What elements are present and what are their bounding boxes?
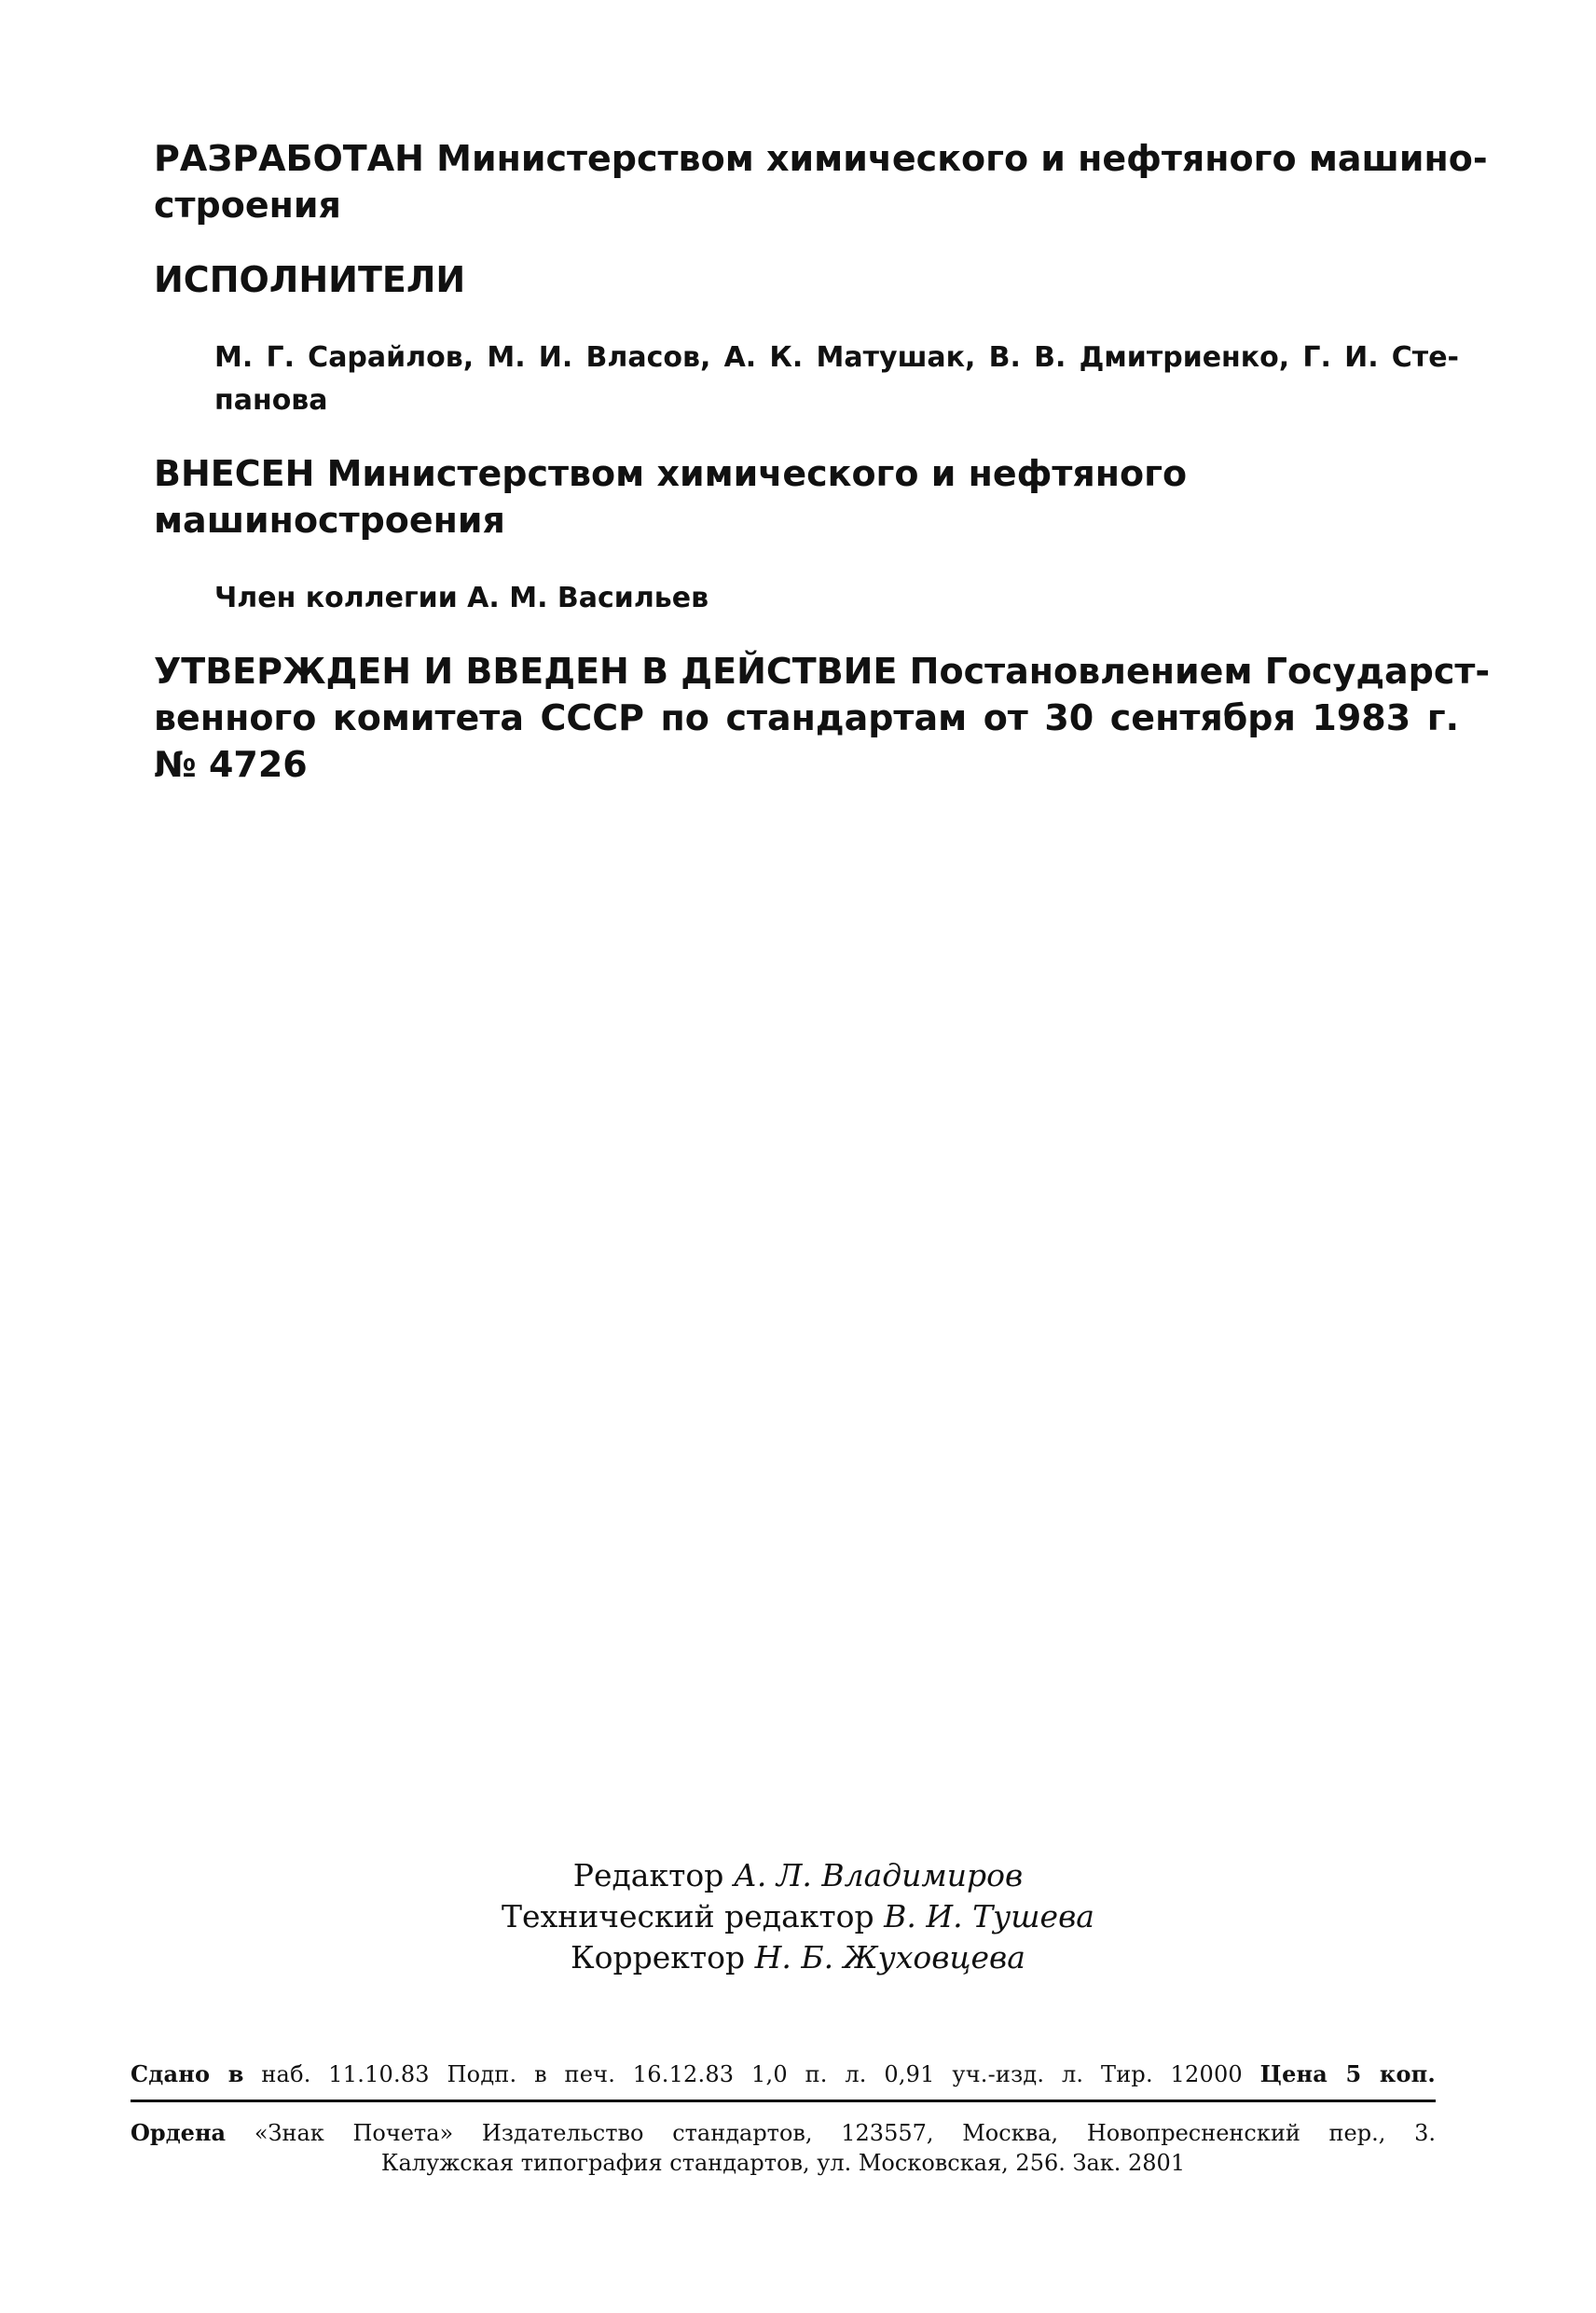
credits-block (154, 135, 1491, 788)
tech-editor-line (0, 1896, 1596, 1937)
approved-paragraph (154, 648, 1491, 788)
executors-list (214, 337, 1459, 422)
publisher-lead: Ордена (131, 2119, 227, 2146)
print-info-line (131, 2060, 1436, 2088)
developed-line-1 (154, 135, 1488, 182)
print-info-text: наб. 11.10.83 Подп. в печ. 16.12.83 1,0 п. л. 0,91 уч.-изд. л. Тир. 12000 (261, 2061, 1243, 2087)
corrector-line (0, 1937, 1596, 1978)
introduced-lead: ВНЕСЕН (154, 453, 315, 494)
developed-line-2: строения (154, 185, 341, 226)
tech-editor-name: В. И. Тушева (884, 1898, 1094, 1934)
print-info-lead: Сдано в (131, 2060, 244, 2087)
board-member: Член коллегии А. М. Васильев (214, 582, 709, 614)
executors-line-1: М. Г. Сарайлов, М. И. Власов, А. К. Матушак, В. В. Дмитриенко, Г. И. Сте- (214, 341, 1459, 374)
corrector-name: Н. Б. Жуховцева (754, 1939, 1025, 1976)
tech-editor-role: Технический редактор (502, 1898, 874, 1934)
approved-line-2: венного комитета СССР по стандартам от 30 сентября 1983 г. (154, 697, 1459, 738)
introduced-line (154, 450, 1459, 544)
executors-heading: ИСПОЛНИТЕЛИ (154, 259, 466, 300)
printing-house-line: Калужская типография стандартов, ул. Московская, 256. Зак. 2801 (380, 2150, 1186, 2176)
developed-paragraph (154, 135, 1488, 228)
developed-text: Министерством химического и нефтяного машино- (436, 138, 1488, 179)
introduced-paragraph (154, 450, 1459, 544)
executors-line-2: панова (214, 384, 328, 417)
publisher-text: «Знак Почета» Издательство стандартов, 123557, Москва, Новопресненский пер., 3. (254, 2120, 1436, 2146)
editors-block (0, 1855, 1596, 1978)
corrector-role: Корректор (571, 1939, 746, 1976)
editor-role: Редактор (572, 1857, 724, 1893)
approved-text: Постановлением Государст- (909, 651, 1491, 692)
publisher-line (131, 2119, 1436, 2147)
imprint-divider (131, 2100, 1436, 2102)
approved-line-1 (154, 648, 1491, 695)
approved-line-3: № 4726 (154, 744, 308, 785)
introduced-text: Министерством химического и нефтяного машиностроения (154, 453, 1188, 541)
imprint-block (131, 2060, 1436, 2177)
approved-lead: УТВЕРЖДЕН И ВВЕДЕН В ДЕЙСТВИЕ (154, 651, 898, 692)
editor-name: А. Л. Владимиров (733, 1857, 1024, 1893)
price-text: Цена 5 коп. (1259, 2060, 1436, 2087)
editor-line (0, 1855, 1596, 1896)
developed-lead: РАЗРАБОТАН (154, 138, 424, 179)
